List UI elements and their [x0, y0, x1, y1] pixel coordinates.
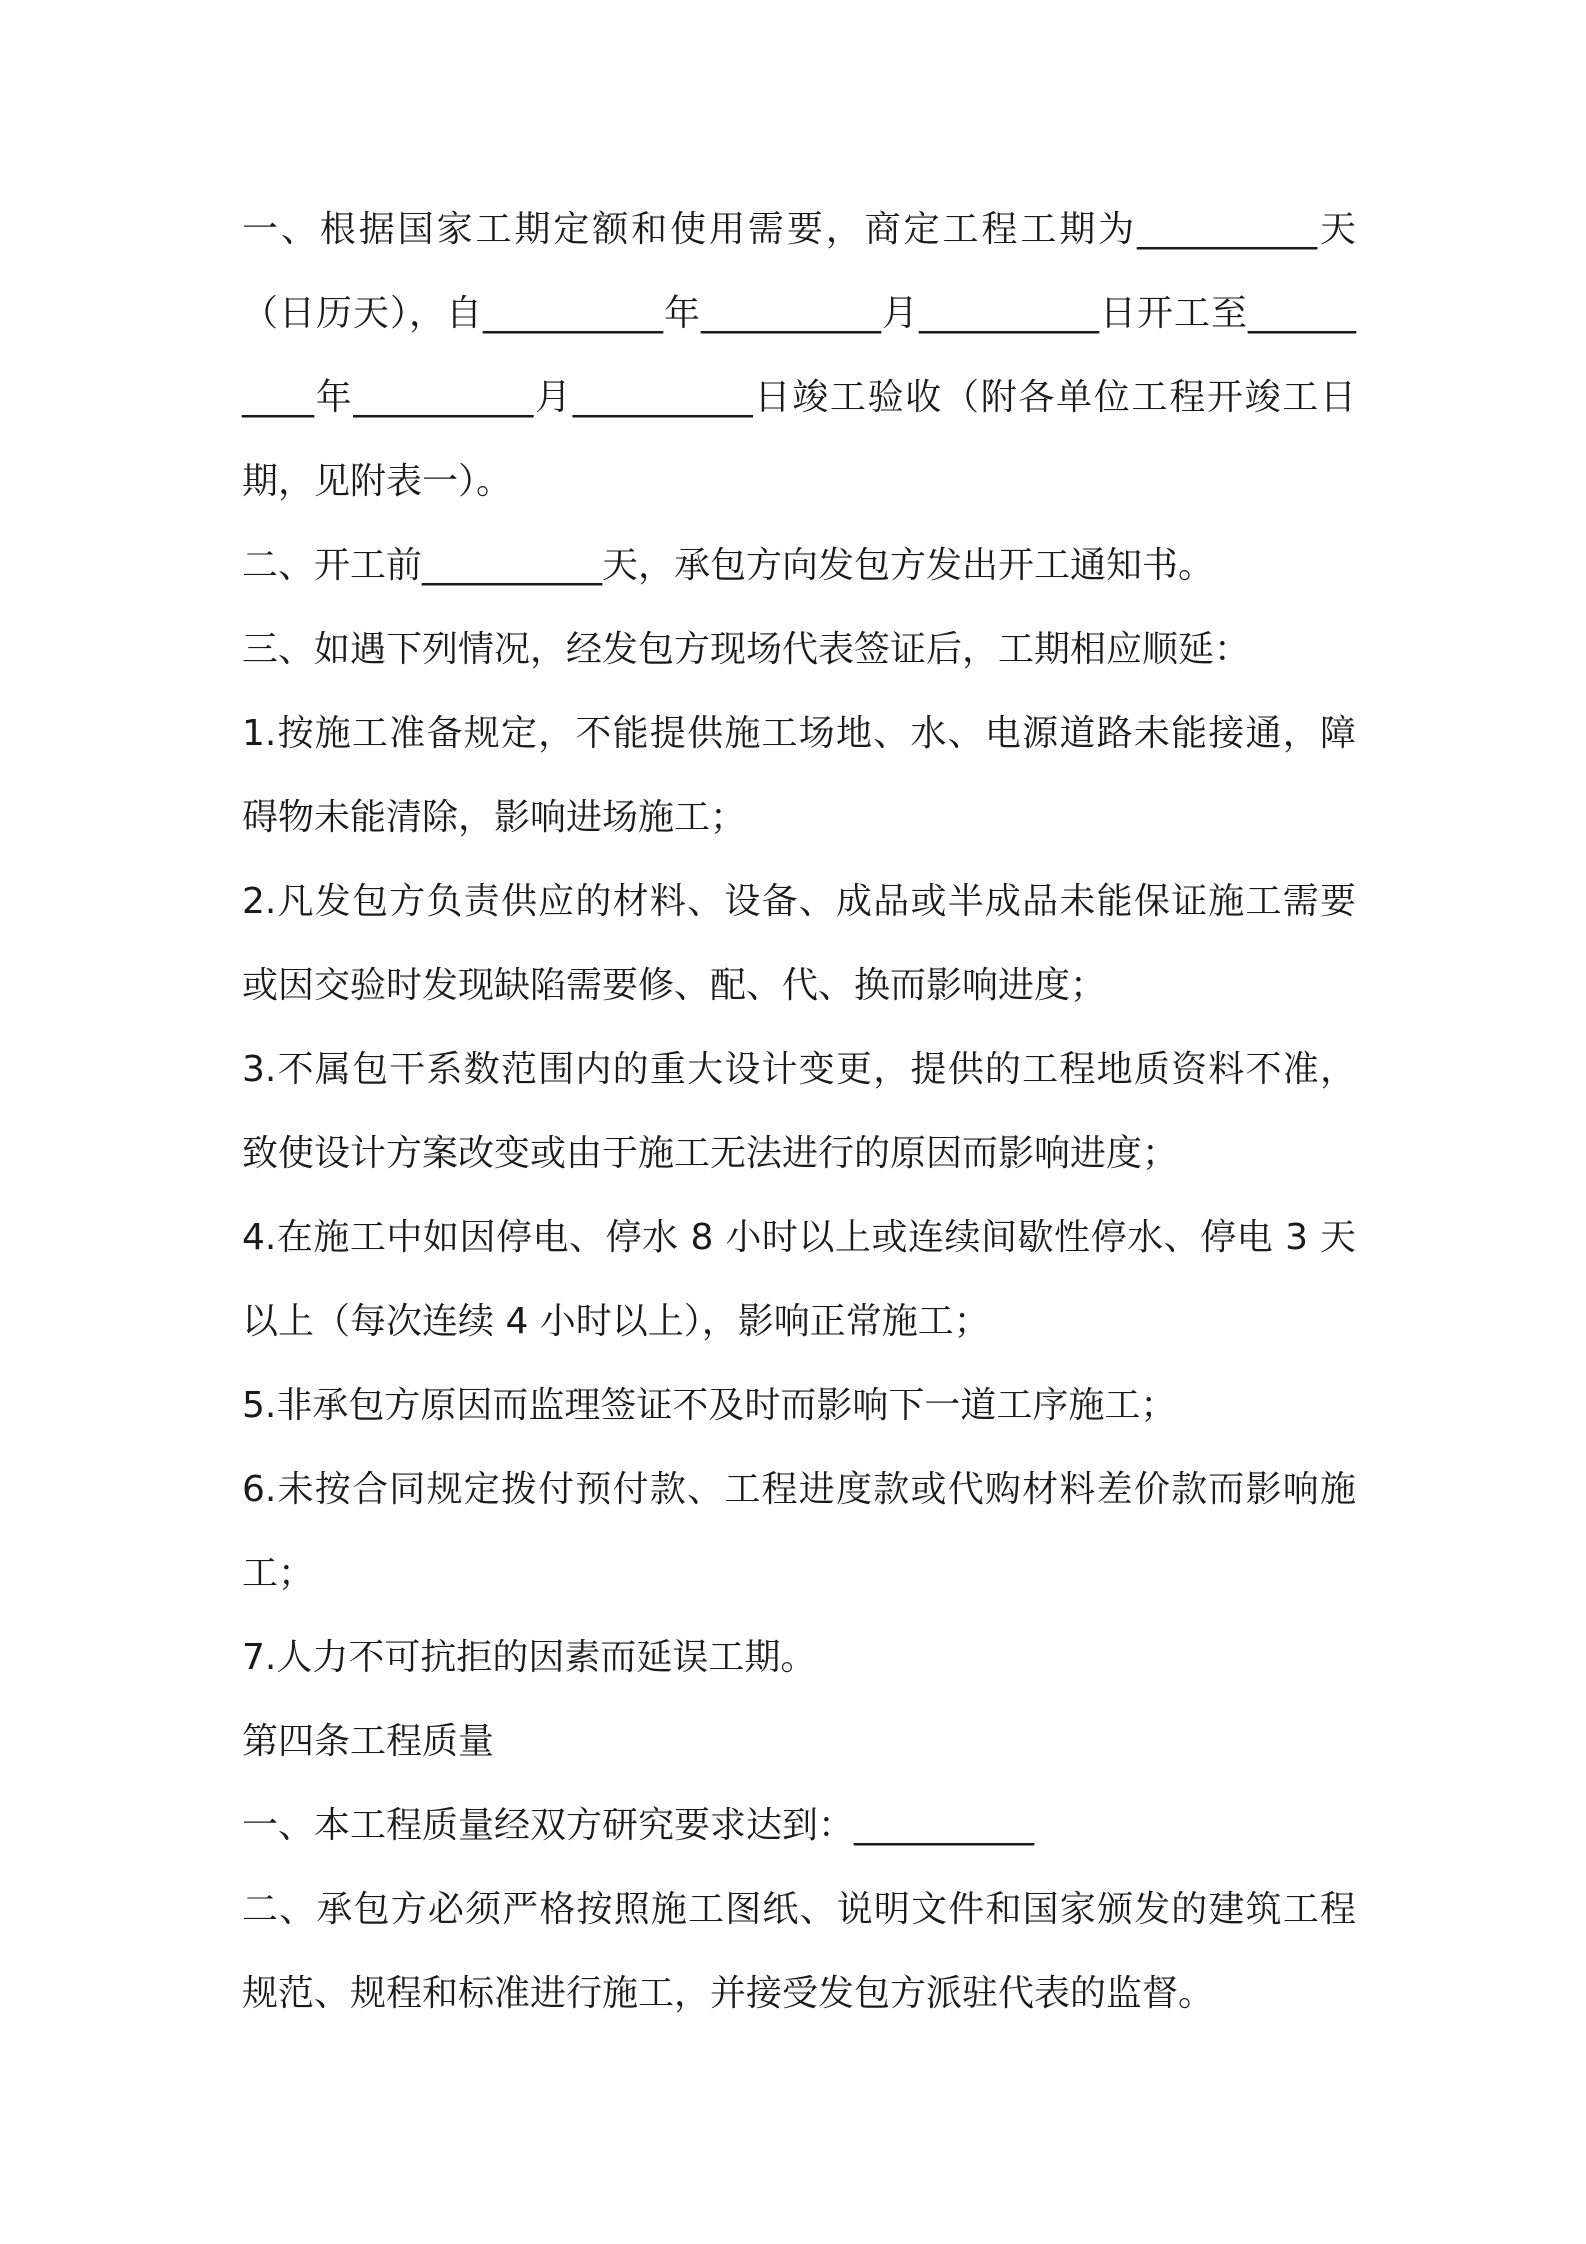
- clause-extension-intro: 三、如遇下列情况，经发包方现场代表签证后，工期相应顺延：: [242, 629, 1251, 670]
- extension-item-5: 5.非承包方原因而监理签证不及时而影响下一道工序施工；: [242, 1385, 1177, 1426]
- quality-clause-1: 一、本工程质量经双方研究要求达到：__________: [242, 1805, 1035, 1846]
- extension-item-6: 6.未按合同规定拨付预付款、工程进度款或代购材料差价款而影响施工；: [242, 1469, 1356, 1594]
- quality-clause-2: 二、承包方必须严格按照施工图纸、说明文件和国家颁发的建筑工程规范、规程和标准进行施工，并接受发包方派驻代表的监督。: [242, 1889, 1356, 2014]
- extension-item-7: 7.人力不可抗拒的因素而延误工期。: [242, 1637, 817, 1678]
- section-heading-quality: 第四条工程质量: [242, 1721, 495, 1762]
- contract-body: [242, 188, 1356, 2036]
- clause-start-notice: 二、开工前__________天，承包方向发包方发出开工通知书。: [242, 545, 1215, 586]
- extension-item-1: 1.按施工准备规定，不能提供施工场地、水、电源道路未能接通，障碍物未能清除，影响进场施工；: [242, 713, 1356, 838]
- extension-item-2: 2.凡发包方负责供应的材料、设备、成品或半成品未能保证施工需要或因交验时发现缺陷需要修、配、代、换而影响进度；: [242, 881, 1356, 1006]
- extension-item-4: 4.在施工中如因停电、停水 8 小时以上或连续间歇性停水、停电 3 天以上（每次连续 4 小时以上），影响正常施工；: [242, 1217, 1356, 1342]
- clause-schedule: 一、根据国家工期定额和使用需要，商定工程工期为__________天（日历天），自__________年__________月__________日开工至__________年__________月__________日竣工验收（附各单位工程开竣工日期，见附表一）。: [242, 209, 1356, 502]
- extension-item-3: 3.不属包干系数范围内的重大设计变更，提供的工程地质资料不准，致使设计方案改变或由于施工无法进行的原因而影响进度；: [242, 1049, 1356, 1174]
